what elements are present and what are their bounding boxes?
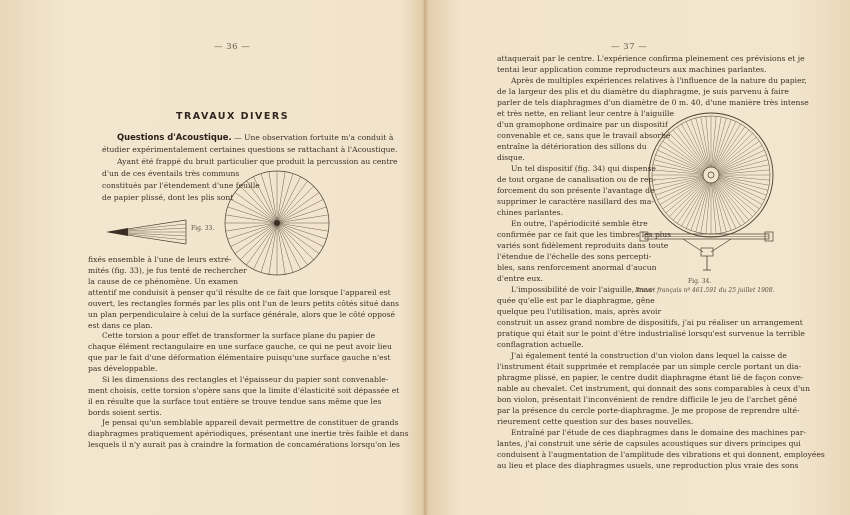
heading-tail: — Une observation fortuite m'a conduit à <box>231 133 394 142</box>
paragraph-line <box>117 133 393 142</box>
paragraph-line: Ayant été frappé du bruit particulier que produit la percussion au centre <box>117 157 398 166</box>
paragraph-line: par la présence du cercle porte-diaphragme. Je me propose de reprendre ulté- <box>497 406 800 415</box>
paragraph-line: J'ai également tenté la construction d'un violon dans lequel la caisse de <box>511 351 787 360</box>
paragraph-line: Entraîné par l'étude de ces diaphragmes dans le domaine des machines par- <box>511 428 807 437</box>
paragraph-line: quée qu'elle est par le diaphragme, gêne <box>497 296 655 305</box>
paragraph-line: au lieu et place des diaphragmes usuels, une reproduction plus vraie des sons <box>497 461 799 470</box>
paragraph-line: d'un gramophone ordinaire par un dispositif <box>497 120 668 129</box>
paragraph-line: il en résulte que la surface tout entière se trouve tendue sans même que les <box>88 397 382 406</box>
paragraph-line: lesquels il n'y aurait pas à craindre la formation de concamérations lorsqu'on les <box>88 440 400 449</box>
paragraph-line: d'entre eux. <box>497 274 544 283</box>
paragraph-line: entraîne la détérioration des sillons du <box>497 142 647 151</box>
paragraph-line: ment choisis, cette torsion s'opère sans que la limite d'élasticité soit dépassée et <box>88 386 400 395</box>
paragraph-line: fixés ensemble à l'une de leurs extré- <box>88 255 232 264</box>
paragraph-line: disque. <box>497 153 525 162</box>
paragraph-line: confirmée par ce fait que les timbres les plus <box>497 230 672 239</box>
paragraph-line: la cause de ce phénomène. Un examen <box>88 277 238 286</box>
figure-34-tonearm <box>643 228 773 278</box>
figure-34-note: Brevet français nº 461.591 du 25 juillet 1908. <box>635 287 775 294</box>
paragraph-line: construit un assez grand nombre de dispositifs, j'ai pu réaliser un arrangement <box>497 318 803 327</box>
paragraph-line: attentif me conduisit à penser qu'il résulte de ce fait que lorsque l'appareil est <box>88 288 391 297</box>
paragraph-line: et très nette, en reliant leur centre à l'aiguille <box>497 109 674 118</box>
paragraph-line: forcement du son présente l'avantage de <box>497 186 655 195</box>
section-heading: Questions d'Acoustique. <box>117 132 232 142</box>
paragraph-line: diaphragmes pratiquement apériodiques, présentant une inertie très faible et dans <box>88 429 409 438</box>
paragraph-line: supprimer le caractère nasillard des ma- <box>497 197 654 206</box>
paragraph-line: En outre, l'apériodicité semble être <box>511 219 648 228</box>
right-page-number: — 37 — <box>611 42 648 52</box>
figure-33-fan-closed <box>106 218 206 248</box>
paragraph-line: pratique qui était sur le point d'être industrialisé lorsqu'est survenue la terrible <box>497 329 805 338</box>
paragraph-line: Je pensai qu'un semblable appareil devait permettre de constituer de grands <box>102 418 399 427</box>
paragraph-line: chines parlantes. <box>497 208 563 217</box>
paragraph-line: mités (fig. 33), je fus tenté de rechercher <box>88 266 247 275</box>
paragraph-line: variés sont fidèlement reproduits dans toute <box>497 241 669 250</box>
paragraph-line: convenable et ce, sans que le travail absorbé <box>497 131 671 140</box>
paragraph-line: est dans ce plan. <box>88 321 153 330</box>
figure-34-caption: Fig. 34. <box>688 278 712 285</box>
figure-34-diaphragm <box>646 110 776 240</box>
paragraph-line: d'un de ces éventails très communs <box>102 169 240 178</box>
left-page-number: — 36 — <box>214 42 251 52</box>
paragraph-line: constitués par l'étendement d'une feuille <box>102 181 260 190</box>
figure-33-fan-open <box>222 168 332 278</box>
paragraph-line: l'instrument était supprimée et remplacée par un simple cercle portant un dia- <box>497 362 802 371</box>
paragraph-line: conflagration actuelle. <box>497 340 584 349</box>
paragraph-line: chaque élément rectangulaire en une surface gauche, ce qui ne peut avoir lieu <box>88 342 392 351</box>
paragraph-line: que par le fait d'une déformation élémentaire puisqu'une surface gauche n'est <box>88 353 391 362</box>
paragraph-line: un plan perpendiculaire à celui de la surface générale, alors que le côté opposé <box>88 310 395 319</box>
paragraph-line: bon violon, présentait l'inconvénient de rendre difficile le jeu de l'archet gêné <box>497 395 798 404</box>
paragraph-line: Après de multiples expériences relatives à l'influence de la nature du papier, <box>511 76 807 85</box>
paragraph-line: bords soient sertis. <box>88 408 162 417</box>
right-page <box>425 0 850 515</box>
paragraph-line: Cette torsion a pour effet de transformer la surface plane du papier de <box>102 331 376 340</box>
section-title: TRAVAUX DIVERS <box>176 111 290 122</box>
paragraph-line: de tout organe de canalisation ou de ren- <box>497 175 656 184</box>
paragraph-line: bles, sans renforcement anormal d'aucun <box>497 263 657 272</box>
paragraph-line: de papier plissé, dont les plis sont <box>102 193 234 202</box>
paragraph-line: conduisent à l'augmentation de l'amplitude des vibrations et qui donnent, employées <box>497 450 825 459</box>
paragraph-line: parler de tels diaphragmes d'un diamètre de 0 m. 40, d'une manière très intense <box>497 98 809 107</box>
figure-33-caption: Fig. 33. <box>191 225 215 232</box>
paragraph-line: phragme plissé, en papier, le centre dudit diaphragme étant lié de façon conve- <box>497 373 804 382</box>
paragraph-line: ouvert, les rectangles formés par les plis ont l'un de leurs petits côtés situé dans <box>88 299 400 308</box>
paragraph-line: quelque peu l'utilisation, mais, après avoir <box>497 307 662 316</box>
paragraph-line: l'étendue de l'échelle des sons percepti- <box>497 252 652 261</box>
paragraph-line: pas développable. <box>88 364 158 373</box>
paragraph-line: nable au chevalet. Cet instrument, qui donnait des sons comparables à ceux d'un <box>497 384 810 393</box>
paragraph-line: lantes, j'ai construit une série de capsules acoustiques sur divers principes qui <box>497 439 801 448</box>
paragraph-line: Si les dimensions des rectangles et l'épaisseur du papier sont convenable- <box>102 375 389 384</box>
paragraph-line: L'impossibilité de voir l'aiguille, mas- <box>511 285 655 294</box>
paragraph-line: étudier expérimentalement certaines questions se rattachant à l'Acoustique. <box>102 145 398 154</box>
paragraph-line: tentai leur application comme reproducteurs aux machines parlantes. <box>497 65 767 74</box>
paragraph-line: attaquerait par le centre. L'expérience confirma pleinement ces prévisions et je <box>497 54 805 63</box>
paragraph-line: Un tel dispositif (fig. 34) qui dispense <box>511 164 656 173</box>
paragraph-line: de la largeur des plis et du diamètre du diaphragme, je suis parvenu à faire <box>497 87 789 96</box>
paragraph-line: rieurement cette question sur des bases nouvelles. <box>497 417 694 426</box>
